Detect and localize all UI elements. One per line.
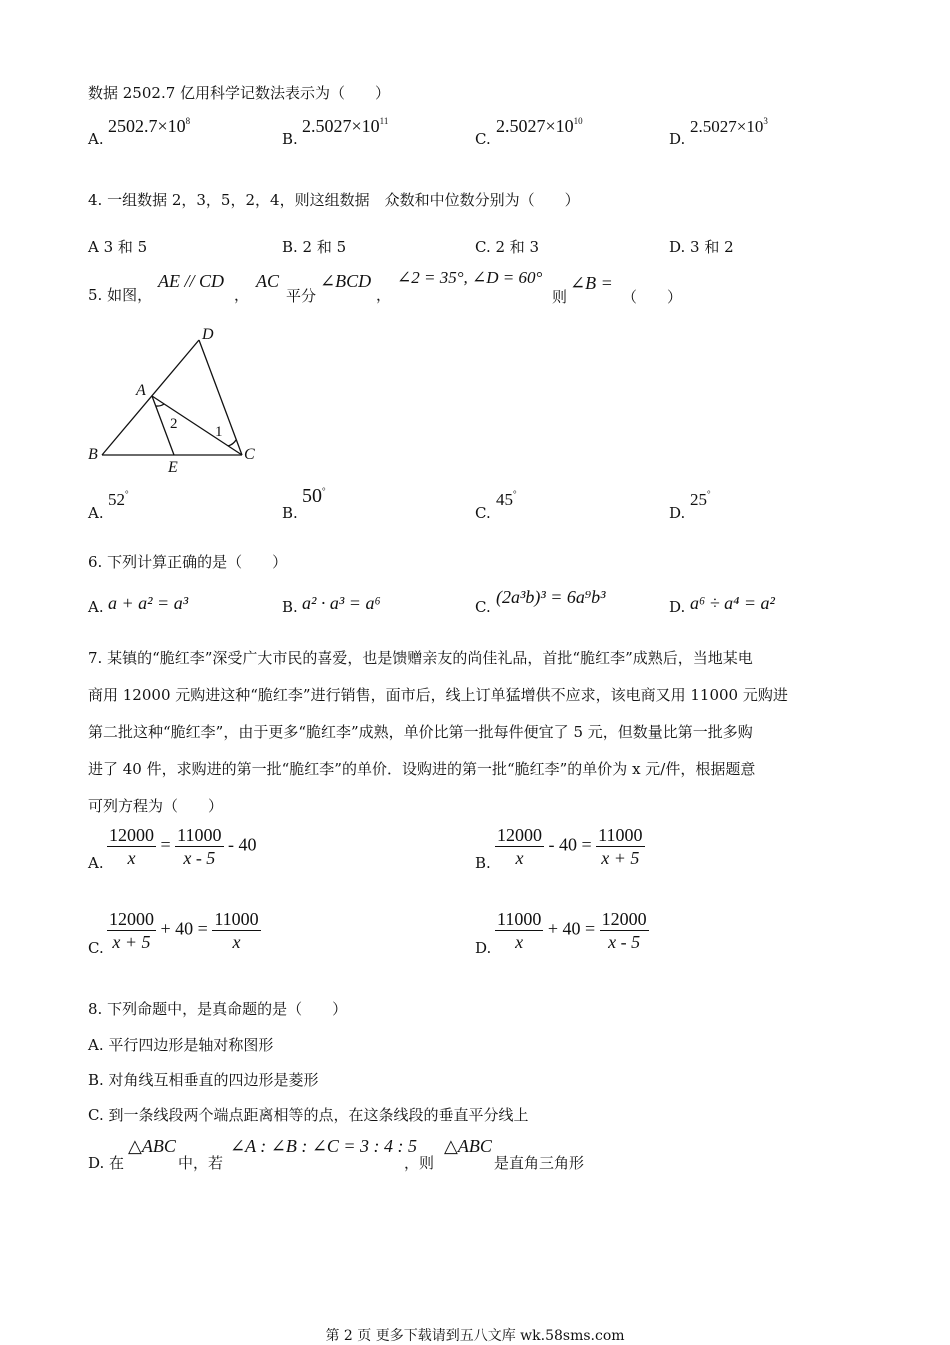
label-e: E [168, 459, 178, 476]
q8-option-d-prefix: D. 在 [88, 1154, 125, 1172]
q5-paren: （ ） [622, 288, 683, 306]
q7-line-1: 7. 某镇的“脆红李”深受广大市民的喜爱，也是馈赠亲友的尚佳礼品，首批“脆红李”成熟后，当地某电 [88, 649, 753, 667]
q3-option-a-label: A. [88, 130, 104, 148]
q7-option-a: $\frac{12000}{x}$ = $\frac{11000}{x - 5}$ - 40 [109, 825, 257, 868]
q5-then: 则 [552, 288, 568, 306]
q5-comma-1: ， [234, 286, 250, 304]
q6-option-c: (2a³b)³ = 6a⁹b³ [496, 587, 606, 607]
q5-cond-parallel: AE // CD [158, 271, 224, 291]
q8-option-d-end: 是直角三角形 [494, 1154, 585, 1172]
q5-option-d-label: D. [669, 504, 686, 522]
q8-option-b: B. 对角线互相垂直的四边形是菱形 [88, 1071, 319, 1089]
q5-ask: ∠B = [570, 273, 613, 293]
q3-option-d-label: D. [669, 130, 686, 148]
page-footer: 第 2 页 更多下载请到五八文库 wk.58sms.com [325, 1328, 625, 1344]
q6-option-b-label: B. [282, 598, 298, 616]
q7-option-c-label: C. [88, 939, 104, 957]
triangle-figure [84, 322, 270, 478]
label-angle-1: 1 [215, 424, 223, 440]
q5-cond-bcd: ∠BCD [320, 271, 372, 291]
q7-line-5: 可列方程为（ ） [88, 797, 224, 815]
q8-option-d-then: ，则 [404, 1154, 435, 1172]
q3-option-a: $2502.7\times 10^8$ [108, 116, 191, 136]
label-d: D [202, 326, 214, 343]
q5-prefix: 5. 如图， [88, 286, 153, 304]
q4-option-d: D. 3 和 2 [669, 238, 734, 256]
q5-bisects: 平分 [286, 287, 317, 305]
q5-option-b-label: B. [282, 504, 298, 522]
q7-option-d: $\frac{11000}{x}$ + 40 = $\frac{12000}{x - 5}$ [497, 909, 647, 952]
q5-option-d: 25° [690, 489, 711, 509]
q7-option-b: $\frac{12000}{x}$ - 40 = $\frac{11000}{x + 5}$ [497, 825, 643, 868]
q5-option-c: 45° [496, 489, 517, 509]
q5-option-a: 52° [108, 489, 129, 509]
q8-option-d-triangle-1: △ABC [128, 1136, 176, 1156]
q3-option-c-label: C. [475, 130, 491, 148]
label-angle-2: 2 [170, 416, 178, 432]
q4-option-b: B. 2 和 5 [282, 238, 347, 256]
q7-line-4: 进了 40 件，求购进的第一批“脆红李”的单价．设购进的第一批“脆红李”的单价为 x 元/件，根据题意 [88, 760, 756, 778]
q5-cond-angles: ∠2 = 35°, ∠D = 60° [397, 268, 543, 287]
q3-stem: 数据 2502.7 亿用科学记数法表示为（ ） [88, 84, 391, 102]
q3-option-b: $2.5027\times 10^{11}$ [302, 116, 389, 136]
q4-option-c: C. 2 和 3 [475, 238, 540, 256]
q8-option-d-ratio: ∠A : ∠B : ∠C = 3 : 4 : 5 [230, 1136, 418, 1156]
q6-stem: 6. 下列计算正确的是（ ） [88, 553, 288, 571]
q8-option-d-triangle-2: △ABC [444, 1136, 492, 1156]
q7-option-c: $\frac{12000}{x + 5}$ + 40 = $\frac{11000}{x}$ [109, 909, 259, 952]
q7-line-3: 第二批这种“脆红李”，由于更多“脆红李”成熟，单价比第一批每件便宜了 5 元，但数量比第一批多购 [88, 723, 753, 741]
q5-cond-ac: AC [256, 271, 280, 291]
q3-option-d: $2.5027\times 10^3$ [690, 116, 768, 136]
q5-comma-2: ， [376, 286, 392, 304]
q6-option-a-label: A. [88, 598, 104, 616]
label-c: C [244, 446, 255, 463]
q5-option-c-label: C. [475, 504, 491, 522]
q4-option-a: A 3 和 5 [88, 238, 148, 256]
q6-option-d-label: D. [669, 598, 686, 616]
q7-line-2: 商用 12000 元购进这种“脆红李”进行销售，面市后，线上订单猛增供不应求，该电商又用 11000 元购进 [88, 686, 788, 704]
q6-option-b: a² · a³ = a⁶ [302, 593, 381, 613]
q5-option-a-label: A. [88, 504, 104, 522]
q6-option-a: a + a² = a³ [108, 593, 189, 613]
label-b: B [88, 446, 98, 463]
q7-option-b-label: B. [475, 854, 491, 872]
q8-option-a: A. 平行四边形是轴对称图形 [88, 1036, 274, 1054]
q3-option-b-label: B. [282, 130, 298, 148]
q7-option-d-label: D. [475, 939, 492, 957]
q6-option-d: a⁶ ÷ a⁴ = a² [690, 593, 775, 613]
q3-option-c: $2.5027\times 10^{10}$ [496, 116, 583, 136]
q8-stem: 8. 下列命题中，是真命题的是（ ） [88, 1000, 348, 1018]
q8-option-c: C. 到一条线段两个端点距离相等的点，在这条线段的垂直平分线上 [88, 1106, 529, 1124]
label-a: A [136, 382, 146, 399]
q4-stem: 4. 一组数据 2，3，5，2，4，则这组数据 众数和中位数分别为（ ） [88, 191, 580, 209]
q5-option-b: 50° [302, 485, 326, 507]
q6-option-c-label: C. [475, 598, 491, 616]
q7-option-a-label: A. [88, 854, 104, 872]
q8-option-d-mid: 中，若 [178, 1154, 224, 1172]
